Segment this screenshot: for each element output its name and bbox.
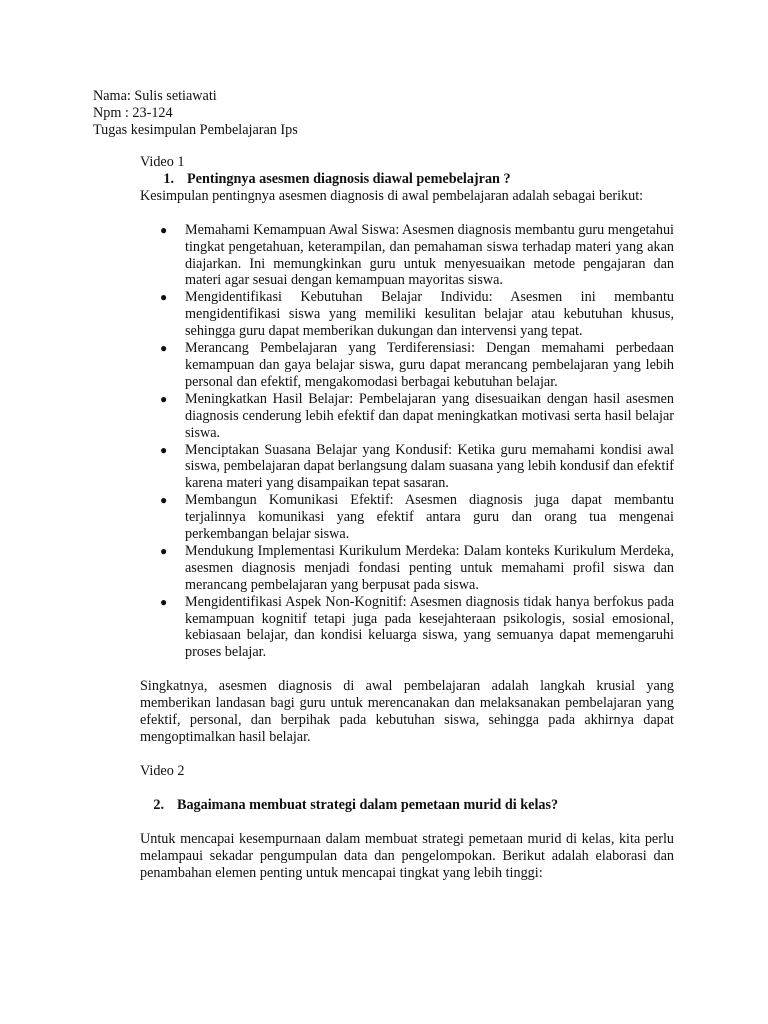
list-item (140, 340, 674, 391)
bullet-icon: ● (160, 442, 168, 457)
list-item (140, 594, 674, 662)
document-header (93, 88, 693, 139)
point-text: Mengidentifikasi Aspek Non-Kognitif: Asesmen diagnosis tidak hanya berfokus pada kemampuan kognitif tetapi juga pada kesejahteraan psikologis, sosial emosional, kebiasaan belajar, dan kondisi keluarga siswa, yang semuanya dapat memengaruhi proses belajar. (185, 593, 674, 661)
list-item (140, 543, 674, 594)
bullet-icon: ● (160, 222, 168, 237)
question-1-text: Pentingnya asesmen diagnosis diawal pemebelajran ? (187, 170, 511, 187)
list-item (140, 222, 674, 290)
video-2-label: Video 2 (140, 762, 185, 779)
bullet-icon: ● (160, 594, 168, 609)
question-1-number: 1. (163, 170, 174, 187)
bullet-icon: ● (160, 493, 168, 508)
point-text: Merancang Pembelajaran yang Terdiferensiasi: Dengan memahami perbedaan kemampuan dan gaya belajar siswa, guru dapat merancang pembelajaran yang lebih personal dan efektif, mengakomodasi berbagai kebutuhan belajar. (185, 340, 674, 390)
question-2-number: 2. (153, 796, 164, 813)
document-body (140, 154, 674, 881)
video-1-summary: Singkatnya, asesmen diagnosis di awal pembelajaran adalah langkah krusial yang memberikan landasan bagi guru untuk merencanakan dan melaksanakan pembelajaran yang efektif, personal, dan berpihak pada kebutuhan siswa, sehingga pada akhirnya dapat mengoptimalkan hasil belajar. (140, 678, 674, 745)
question-2-heading (140, 797, 674, 814)
question-1-heading (140, 171, 674, 188)
video-1-intro: Kesimpulan pentingnya asesmen diagnosis di awal pembelajaran adalah sebagai berikut: (140, 187, 644, 204)
point-text: Membangun Komunikasi Efektif: Asesmen diagnosis juga dapat membantu terjalinnya komunikasi yang efektif antara guru dan orang tua mengenai perkembangan belajar siswa. (185, 492, 674, 543)
point-text: Meningkatkan Hasil Belajar: Pembelajaran yang disesuaikan dengan hasil asesmen diagnosis cenderung lebih efektif dan dapat meningkatkan motivasi serta hasil belajar siswa. (185, 390, 674, 441)
video-1-label: Video 1 (140, 154, 185, 170)
bullet-icon: ● (160, 543, 168, 558)
student-npm: Npm : 23-124 (93, 104, 173, 121)
video-2-intro: Untuk mencapai kesempurnaan dalam membuat strategi pemetaan murid di kelas, kita perlu melampaui sekadar pengumpulan data dan pengelompokan. Berikut adalah elaborasi dan penambahan elemen penting untuk mencapai tingkat yang lebih tinggi: (140, 830, 674, 881)
assignment-title: Tugas kesimpulan Pembelajaran Ips (93, 121, 298, 138)
bullet-icon: ● (160, 290, 168, 305)
list-item (140, 442, 674, 493)
list-item (140, 289, 674, 340)
list-item (140, 391, 674, 442)
point-text: Memahami Kemampuan Awal Siswa: Asesmen diagnosis membantu guru mengetahui tingkat pengetahuan, keterampilan, dan pemahaman siswa terhadap materi yang akan diajarkan. Ini memungkinkan guru untuk menyesuaikan metode pengajaran dan materi agar sesuai dengan kemampuan mayoritas siswa. (185, 221, 674, 289)
point-text: Mengidentifikasi Kebutuhan Belajar Individu: Asesmen ini membantu mengidentifikasi siswa yang memiliki kesulitan belajar atau kebutuhan khusus, sehingga guru dapat memberikan dukungan dan intervensi yang tepat. (185, 289, 674, 340)
point-text: Mendukung Implementasi Kurikulum Merdeka: Dalam konteks Kurikulum Merdeka, asesmen diagnosis menjadi fondasi penting untuk memahami profil siswa dan merancang pembelajaran yang berpusat pada siswa. (185, 542, 674, 593)
student-name: Nama: Sulis setiawati (93, 88, 217, 104)
list-item (140, 492, 674, 543)
question-2-text: Bagaimana membuat strategi dalam pemetaan murid di kelas? (177, 796, 559, 813)
bullet-icon: ● (160, 341, 168, 356)
video-1-points-list (140, 222, 674, 662)
bullet-icon: ● (160, 391, 168, 406)
point-text: Menciptakan Suasana Belajar yang Kondusif: Ketika guru memahami kondisi awal siswa, pembelajaran dapat berlangsung dalam suasana yang lebih kondusif dan efektif karena materi yang disampaikan tepat sasaran. (185, 441, 674, 492)
